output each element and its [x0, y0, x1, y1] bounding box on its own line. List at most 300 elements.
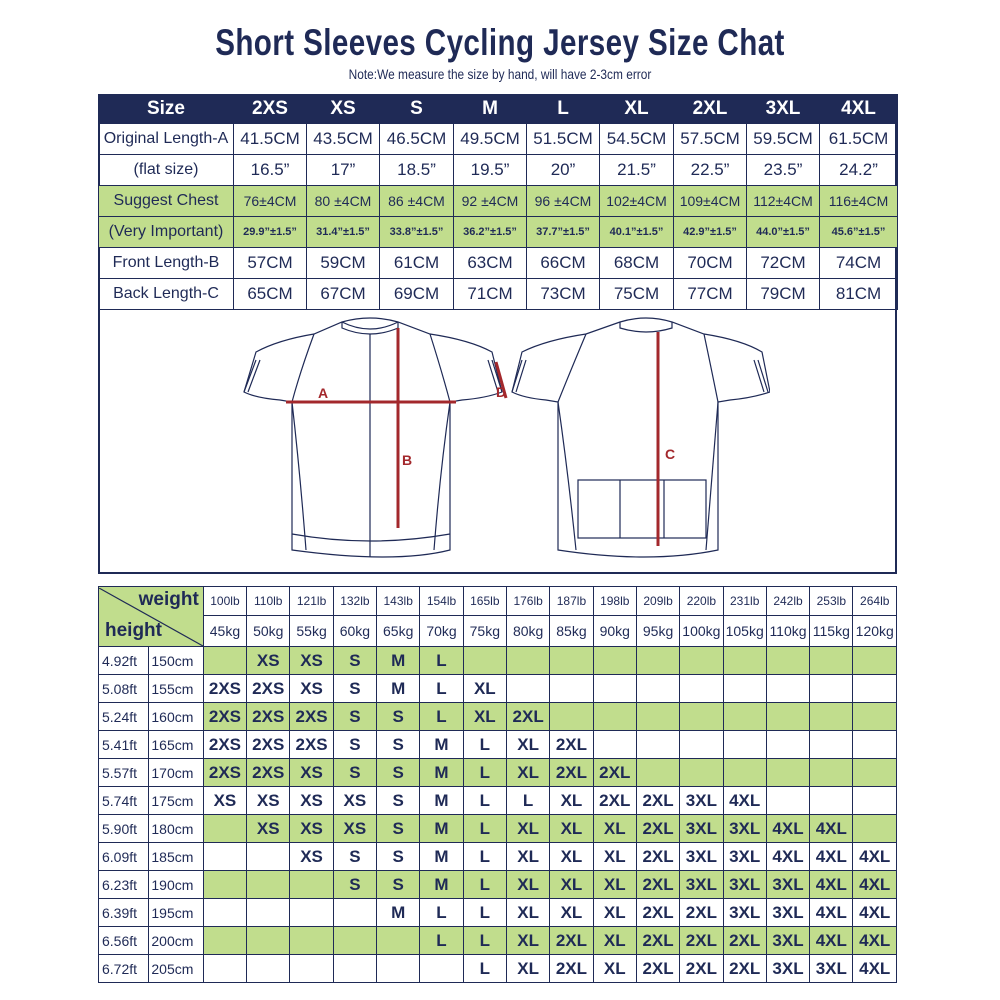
- height-ft-cell: 6.39ft: [99, 899, 149, 927]
- fit-size-cell: M: [420, 731, 463, 759]
- fit-size-cell: M: [377, 675, 420, 703]
- height-cm-cell: 170cm: [149, 759, 203, 787]
- size-value-cell: 21.5”: [600, 155, 674, 186]
- height-cm-cell: 150cm: [149, 647, 203, 675]
- fit-size-cell: [290, 955, 333, 983]
- weight-lb-row: [99, 587, 897, 616]
- size-header-row: [99, 95, 898, 124]
- fit-size-cell: 2XS: [247, 675, 290, 703]
- size-value-cell: 49.5CM: [454, 124, 527, 155]
- fit-size-cell: 3XL: [723, 899, 766, 927]
- fit-size-cell: L: [463, 759, 506, 787]
- fit-size-cell: M: [420, 843, 463, 871]
- fit-size-cell: 2XS: [247, 703, 290, 731]
- weight-kg-cell: 105kg: [723, 616, 766, 647]
- weight-lb-cell: 253lb: [810, 587, 853, 616]
- fit-size-cell: [377, 955, 420, 983]
- fit-size-cell: 2XL: [593, 759, 636, 787]
- weight-kg-cell: 70kg: [420, 616, 463, 647]
- weight-kg-cell: 50kg: [247, 616, 290, 647]
- label-d: D: [496, 384, 507, 400]
- size-value-cell: 33.8”±1.5”: [380, 217, 454, 248]
- size-value-cell: 67CM: [307, 279, 380, 310]
- fit-size-cell: [247, 871, 290, 899]
- fit-size-cell: L: [420, 703, 463, 731]
- fit-size-cell: [593, 675, 636, 703]
- weight-kg-cell: 65kg: [377, 616, 420, 647]
- size-value-cell: 29.9”±1.5”: [234, 217, 307, 248]
- size-value-cell: 81CM: [820, 279, 898, 310]
- weight-kg-cell: 85kg: [550, 616, 593, 647]
- fit-size-cell: [723, 647, 766, 675]
- fit-size-cell: 3XL: [680, 815, 723, 843]
- weight-lb-cell: 220lb: [680, 587, 723, 616]
- fit-size-cell: 4XL: [766, 815, 809, 843]
- fit-size-cell: 3XL: [723, 843, 766, 871]
- fit-size-cell: XS: [290, 787, 333, 815]
- fit-size-cell: 2XL: [636, 955, 679, 983]
- fit-size-cell: XS: [290, 675, 333, 703]
- fit-size-cell: [593, 647, 636, 675]
- fit-size-cell: L: [463, 899, 506, 927]
- height-ft-cell: 5.74ft: [99, 787, 149, 815]
- weight-lb-cell: 100lb: [203, 587, 246, 616]
- fit-size-cell: [810, 647, 853, 675]
- fit-size-cell: 4XL: [723, 787, 766, 815]
- height-ft-cell: 6.23ft: [99, 871, 149, 899]
- size-header-label: Size: [99, 95, 234, 124]
- fit-size-cell: 3XL: [766, 927, 809, 955]
- size-value-cell: 54.5CM: [600, 124, 674, 155]
- fit-size-cell: 3XL: [723, 815, 766, 843]
- size-value-cell: 109±4CM: [674, 186, 747, 217]
- size-value-cell: 65CM: [234, 279, 307, 310]
- fit-size-cell: S: [333, 731, 376, 759]
- fit-size-cell: [550, 675, 593, 703]
- fit-size-cell: XS: [333, 815, 376, 843]
- size-value-cell: 71CM: [454, 279, 527, 310]
- size-value-cell: 68CM: [600, 248, 674, 279]
- fit-size-cell: 2XL: [636, 815, 679, 843]
- fit-size-cell: [463, 647, 506, 675]
- fit-size-cell: [550, 703, 593, 731]
- size-value-cell: 43.5CM: [307, 124, 380, 155]
- size-value-cell: 22.5”: [674, 155, 747, 186]
- fit-size-cell: L: [420, 647, 463, 675]
- fit-size-cell: [203, 815, 246, 843]
- fit-size-cell: 2XL: [506, 703, 549, 731]
- fit-size-cell: S: [377, 871, 420, 899]
- fit-size-cell: XS: [290, 759, 333, 787]
- fit-size-cell: [766, 675, 809, 703]
- fit-size-cell: 2XL: [723, 955, 766, 983]
- size-value-cell: 57CM: [234, 248, 307, 279]
- fit-size-cell: [723, 703, 766, 731]
- weight-kg-row: [99, 616, 897, 647]
- size-header-cell: L: [527, 95, 600, 124]
- weight-kg-cell: 60kg: [333, 616, 376, 647]
- fit-size-cell: [247, 955, 290, 983]
- fit-size-cell: S: [333, 675, 376, 703]
- height-ft-cell: 6.09ft: [99, 843, 149, 871]
- fit-size-cell: 4XL: [853, 955, 897, 983]
- fit-size-cell: [680, 731, 723, 759]
- size-value-cell: 61CM: [380, 248, 454, 279]
- weight-lb-cell: 143lb: [377, 587, 420, 616]
- jersey-diagram: [230, 312, 770, 570]
- size-value-cell: 92 ±4CM: [454, 186, 527, 217]
- fit-size-cell: 2XL: [636, 843, 679, 871]
- fit-size-cell: S: [333, 759, 376, 787]
- fit-size-cell: XS: [333, 787, 376, 815]
- fit-size-cell: 3XL: [766, 871, 809, 899]
- size-value-cell: 44.0”±1.5”: [747, 217, 820, 248]
- size-row-label: Original Length-A: [99, 124, 234, 155]
- size-value-cell: 72CM: [747, 248, 820, 279]
- fit-size-cell: 2XL: [550, 759, 593, 787]
- size-value-cell: 102±4CM: [600, 186, 674, 217]
- fit-size-cell: [203, 647, 246, 675]
- fit-size-cell: XL: [506, 815, 549, 843]
- fit-size-cell: XL: [463, 703, 506, 731]
- size-header-cell: 4XL: [820, 95, 898, 124]
- height-cm-cell: 195cm: [149, 899, 203, 927]
- height-cm-cell: 190cm: [149, 871, 203, 899]
- weight-kg-cell: 45kg: [203, 616, 246, 647]
- size-row-label: Back Length-C: [99, 279, 234, 310]
- fit-size-cell: XL: [506, 955, 549, 983]
- size-value-cell: 76±4CM: [234, 186, 307, 217]
- fit-size-cell: [203, 871, 246, 899]
- weight-lb-cell: 187lb: [550, 587, 593, 616]
- fit-size-cell: S: [333, 843, 376, 871]
- weight-lb-cell: 231lb: [723, 587, 766, 616]
- fit-row: [99, 731, 897, 759]
- size-value-cell: 63CM: [454, 248, 527, 279]
- size-row: [99, 217, 898, 248]
- size-row-label: Front Length-B: [99, 248, 234, 279]
- fit-size-cell: 4XL: [810, 815, 853, 843]
- fit-size-cell: 2XS: [203, 675, 246, 703]
- size-value-cell: 61.5CM: [820, 124, 898, 155]
- height-ft-cell: 5.08ft: [99, 675, 149, 703]
- jersey-back-icon: [512, 318, 770, 557]
- fit-size-cell: XS: [247, 787, 290, 815]
- height-ft-cell: 6.56ft: [99, 927, 149, 955]
- fit-size-cell: [636, 703, 679, 731]
- weight-kg-cell: 110kg: [766, 616, 809, 647]
- fit-size-cell: XL: [463, 675, 506, 703]
- height-cm-cell: 175cm: [149, 787, 203, 815]
- fit-size-cell: XS: [290, 647, 333, 675]
- fit-size-cell: [680, 703, 723, 731]
- weight-lb-cell: 242lb: [766, 587, 809, 616]
- fit-size-cell: 4XL: [853, 843, 897, 871]
- size-header-cell: M: [454, 95, 527, 124]
- fit-size-cell: [506, 675, 549, 703]
- fit-size-cell: [766, 647, 809, 675]
- height-cm-cell: 205cm: [149, 955, 203, 983]
- size-row: [99, 248, 898, 279]
- fit-size-cell: S: [377, 731, 420, 759]
- fit-size-cell: S: [333, 871, 376, 899]
- fit-size-cell: [810, 787, 853, 815]
- fit-size-cell: 4XL: [810, 899, 853, 927]
- size-value-cell: 77CM: [674, 279, 747, 310]
- fit-size-cell: 2XS: [247, 731, 290, 759]
- weight-lb-cell: 209lb: [636, 587, 679, 616]
- size-value-cell: 57.5CM: [674, 124, 747, 155]
- weight-kg-cell: 75kg: [463, 616, 506, 647]
- fit-size-cell: 2XL: [680, 927, 723, 955]
- fit-size-cell: L: [463, 871, 506, 899]
- size-header-cell: XS: [307, 95, 380, 124]
- fit-size-cell: XL: [593, 955, 636, 983]
- fit-size-cell: M: [420, 871, 463, 899]
- size-value-cell: 69CM: [380, 279, 454, 310]
- height-cm-cell: 160cm: [149, 703, 203, 731]
- fit-row: [99, 647, 897, 675]
- fit-row: [99, 787, 897, 815]
- fit-row: [99, 815, 897, 843]
- fit-size-cell: [723, 675, 766, 703]
- size-value-cell: 75CM: [600, 279, 674, 310]
- fit-size-cell: XL: [550, 871, 593, 899]
- height-ft-cell: 5.90ft: [99, 815, 149, 843]
- fit-size-cell: [377, 927, 420, 955]
- fit-size-cell: 2XL: [636, 927, 679, 955]
- fit-size-cell: 2XS: [203, 731, 246, 759]
- fit-size-cell: [636, 675, 679, 703]
- fit-size-cell: XL: [550, 815, 593, 843]
- fit-size-cell: 4XL: [810, 871, 853, 899]
- weight-kg-cell: 95kg: [636, 616, 679, 647]
- fit-size-cell: S: [377, 843, 420, 871]
- fit-size-cell: 4XL: [853, 899, 897, 927]
- size-value-cell: 19.5”: [454, 155, 527, 186]
- fit-size-cell: 3XL: [680, 843, 723, 871]
- weight-lb-cell: 165lb: [463, 587, 506, 616]
- fit-size-cell: L: [463, 731, 506, 759]
- height-ft-cell: 4.92ft: [99, 647, 149, 675]
- fit-size-cell: [810, 703, 853, 731]
- size-header-cell: 2XL: [674, 95, 747, 124]
- fit-size-cell: [853, 675, 897, 703]
- size-value-cell: 66CM: [527, 248, 600, 279]
- height-cm-cell: 200cm: [149, 927, 203, 955]
- label-c: C: [665, 446, 676, 462]
- fit-size-cell: XL: [550, 843, 593, 871]
- fit-size-cell: S: [377, 759, 420, 787]
- fit-size-cell: [420, 955, 463, 983]
- size-row: [99, 186, 898, 217]
- fit-size-cell: S: [333, 647, 376, 675]
- fit-size-cell: [853, 787, 897, 815]
- fit-size-cell: [203, 927, 246, 955]
- size-value-cell: 86 ±4CM: [380, 186, 454, 217]
- height-cm-cell: 185cm: [149, 843, 203, 871]
- fit-size-cell: [593, 731, 636, 759]
- weight-lb-cell: 198lb: [593, 587, 636, 616]
- size-value-cell: 74CM: [820, 248, 898, 279]
- size-value-cell: 23.5”: [747, 155, 820, 186]
- fit-size-cell: L: [463, 927, 506, 955]
- fit-row: [99, 759, 897, 787]
- fit-size-cell: [636, 647, 679, 675]
- fit-size-cell: [853, 731, 897, 759]
- fit-size-cell: XL: [506, 927, 549, 955]
- fit-size-cell: [723, 731, 766, 759]
- fit-row: [99, 955, 897, 983]
- size-row-label: (Very Important): [99, 217, 234, 248]
- height-ft-cell: 5.57ft: [99, 759, 149, 787]
- size-value-cell: 18.5”: [380, 155, 454, 186]
- jersey-front-icon: [244, 318, 502, 557]
- fit-size-cell: XL: [593, 927, 636, 955]
- fit-size-cell: L: [420, 899, 463, 927]
- fit-size-cell: XL: [550, 787, 593, 815]
- fit-size-cell: [810, 675, 853, 703]
- fit-size-cell: [766, 759, 809, 787]
- fit-size-cell: L: [463, 955, 506, 983]
- size-value-cell: 112±4CM: [747, 186, 820, 217]
- fit-size-cell: [766, 703, 809, 731]
- fit-row: [99, 703, 897, 731]
- fit-size-cell: [290, 927, 333, 955]
- fit-size-cell: 3XL: [766, 899, 809, 927]
- size-header-cell: XL: [600, 95, 674, 124]
- fit-size-cell: XS: [290, 843, 333, 871]
- fit-size-cell: 2XL: [636, 871, 679, 899]
- fit-table: [98, 586, 897, 983]
- fit-size-cell: 4XL: [810, 927, 853, 955]
- fit-size-cell: [680, 759, 723, 787]
- fit-size-cell: 3XL: [810, 955, 853, 983]
- size-value-cell: 116±4CM: [820, 186, 898, 217]
- size-value-cell: 79CM: [747, 279, 820, 310]
- label-b: B: [402, 452, 413, 468]
- fit-size-cell: [853, 703, 897, 731]
- height-ft-cell: 6.72ft: [99, 955, 149, 983]
- fit-size-cell: [333, 927, 376, 955]
- weight-lb-cell: 110lb: [247, 587, 290, 616]
- size-value-cell: 40.1”±1.5”: [600, 217, 674, 248]
- weight-kg-cell: 120kg: [853, 616, 897, 647]
- fit-size-cell: XL: [593, 899, 636, 927]
- size-value-cell: 42.9”±1.5”: [674, 217, 747, 248]
- fit-size-cell: [550, 647, 593, 675]
- fit-row: [99, 899, 897, 927]
- fit-size-cell: XL: [506, 759, 549, 787]
- fit-size-cell: [680, 675, 723, 703]
- size-value-cell: 17”: [307, 155, 380, 186]
- height-label: height: [105, 620, 162, 641]
- fit-size-cell: S: [333, 703, 376, 731]
- fit-row: [99, 675, 897, 703]
- fit-row: [99, 871, 897, 899]
- fit-size-cell: 2XL: [550, 955, 593, 983]
- fit-size-cell: XS: [247, 647, 290, 675]
- fit-size-cell: XL: [506, 731, 549, 759]
- size-value-cell: 46.5CM: [380, 124, 454, 155]
- height-cm-cell: 165cm: [149, 731, 203, 759]
- height-cm-cell: 155cm: [149, 675, 203, 703]
- fit-size-cell: M: [377, 899, 420, 927]
- size-row-label: (flat size): [99, 155, 234, 186]
- fit-size-cell: [593, 703, 636, 731]
- fit-size-cell: 2XS: [290, 703, 333, 731]
- fit-size-cell: [203, 843, 246, 871]
- fit-size-cell: L: [463, 843, 506, 871]
- fit-size-cell: L: [420, 675, 463, 703]
- size-value-cell: 59.5CM: [747, 124, 820, 155]
- fit-size-cell: 2XL: [550, 927, 593, 955]
- fit-size-cell: 2XS: [203, 703, 246, 731]
- fit-size-cell: 4XL: [853, 871, 897, 899]
- fit-size-cell: 3XL: [766, 955, 809, 983]
- size-value-cell: 20”: [527, 155, 600, 186]
- label-a: A: [318, 385, 329, 401]
- fit-size-cell: M: [420, 815, 463, 843]
- fit-size-cell: 2XL: [723, 927, 766, 955]
- size-header-cell: 3XL: [747, 95, 820, 124]
- fit-size-cell: XL: [550, 899, 593, 927]
- fit-size-cell: 2XS: [247, 759, 290, 787]
- size-table: [98, 94, 898, 310]
- size-value-cell: 37.7”±1.5”: [527, 217, 600, 248]
- fit-size-cell: S: [377, 703, 420, 731]
- weight-lb-cell: 121lb: [290, 587, 333, 616]
- fit-row: [99, 927, 897, 955]
- size-value-cell: 80 ±4CM: [307, 186, 380, 217]
- fit-size-cell: L: [420, 927, 463, 955]
- measurement-note: Note:We measure the size by hand, will have 2-3cm error: [348, 66, 652, 82]
- fit-size-cell: M: [377, 647, 420, 675]
- size-row: [99, 279, 898, 310]
- fit-size-cell: S: [377, 787, 420, 815]
- size-value-cell: 24.2”: [820, 155, 898, 186]
- fit-size-cell: [290, 899, 333, 927]
- size-value-cell: 51.5CM: [527, 124, 600, 155]
- fit-size-cell: [290, 871, 333, 899]
- fit-size-cell: XS: [203, 787, 246, 815]
- fit-size-cell: 4XL: [766, 843, 809, 871]
- fit-size-cell: XL: [506, 871, 549, 899]
- fit-size-cell: [766, 787, 809, 815]
- fit-size-cell: [810, 759, 853, 787]
- fit-size-cell: L: [506, 787, 549, 815]
- fit-size-cell: 3XL: [723, 871, 766, 899]
- fit-size-cell: XS: [290, 815, 333, 843]
- size-value-cell: 96 ±4CM: [527, 186, 600, 217]
- weight-kg-cell: 80kg: [506, 616, 549, 647]
- fit-size-cell: 2XS: [290, 731, 333, 759]
- fit-size-cell: [247, 927, 290, 955]
- weight-lb-cell: 176lb: [506, 587, 549, 616]
- fit-size-cell: XL: [506, 899, 549, 927]
- fit-size-cell: 3XL: [680, 871, 723, 899]
- fit-size-cell: 3XL: [680, 787, 723, 815]
- fit-size-cell: [333, 955, 376, 983]
- size-row: [99, 155, 898, 186]
- fit-size-cell: 4XL: [853, 927, 897, 955]
- height-ft-cell: 5.41ft: [99, 731, 149, 759]
- height-ft-cell: 5.24ft: [99, 703, 149, 731]
- size-value-cell: 41.5CM: [234, 124, 307, 155]
- fit-size-cell: [680, 647, 723, 675]
- size-value-cell: 31.4”±1.5”: [307, 217, 380, 248]
- fit-size-cell: XS: [247, 815, 290, 843]
